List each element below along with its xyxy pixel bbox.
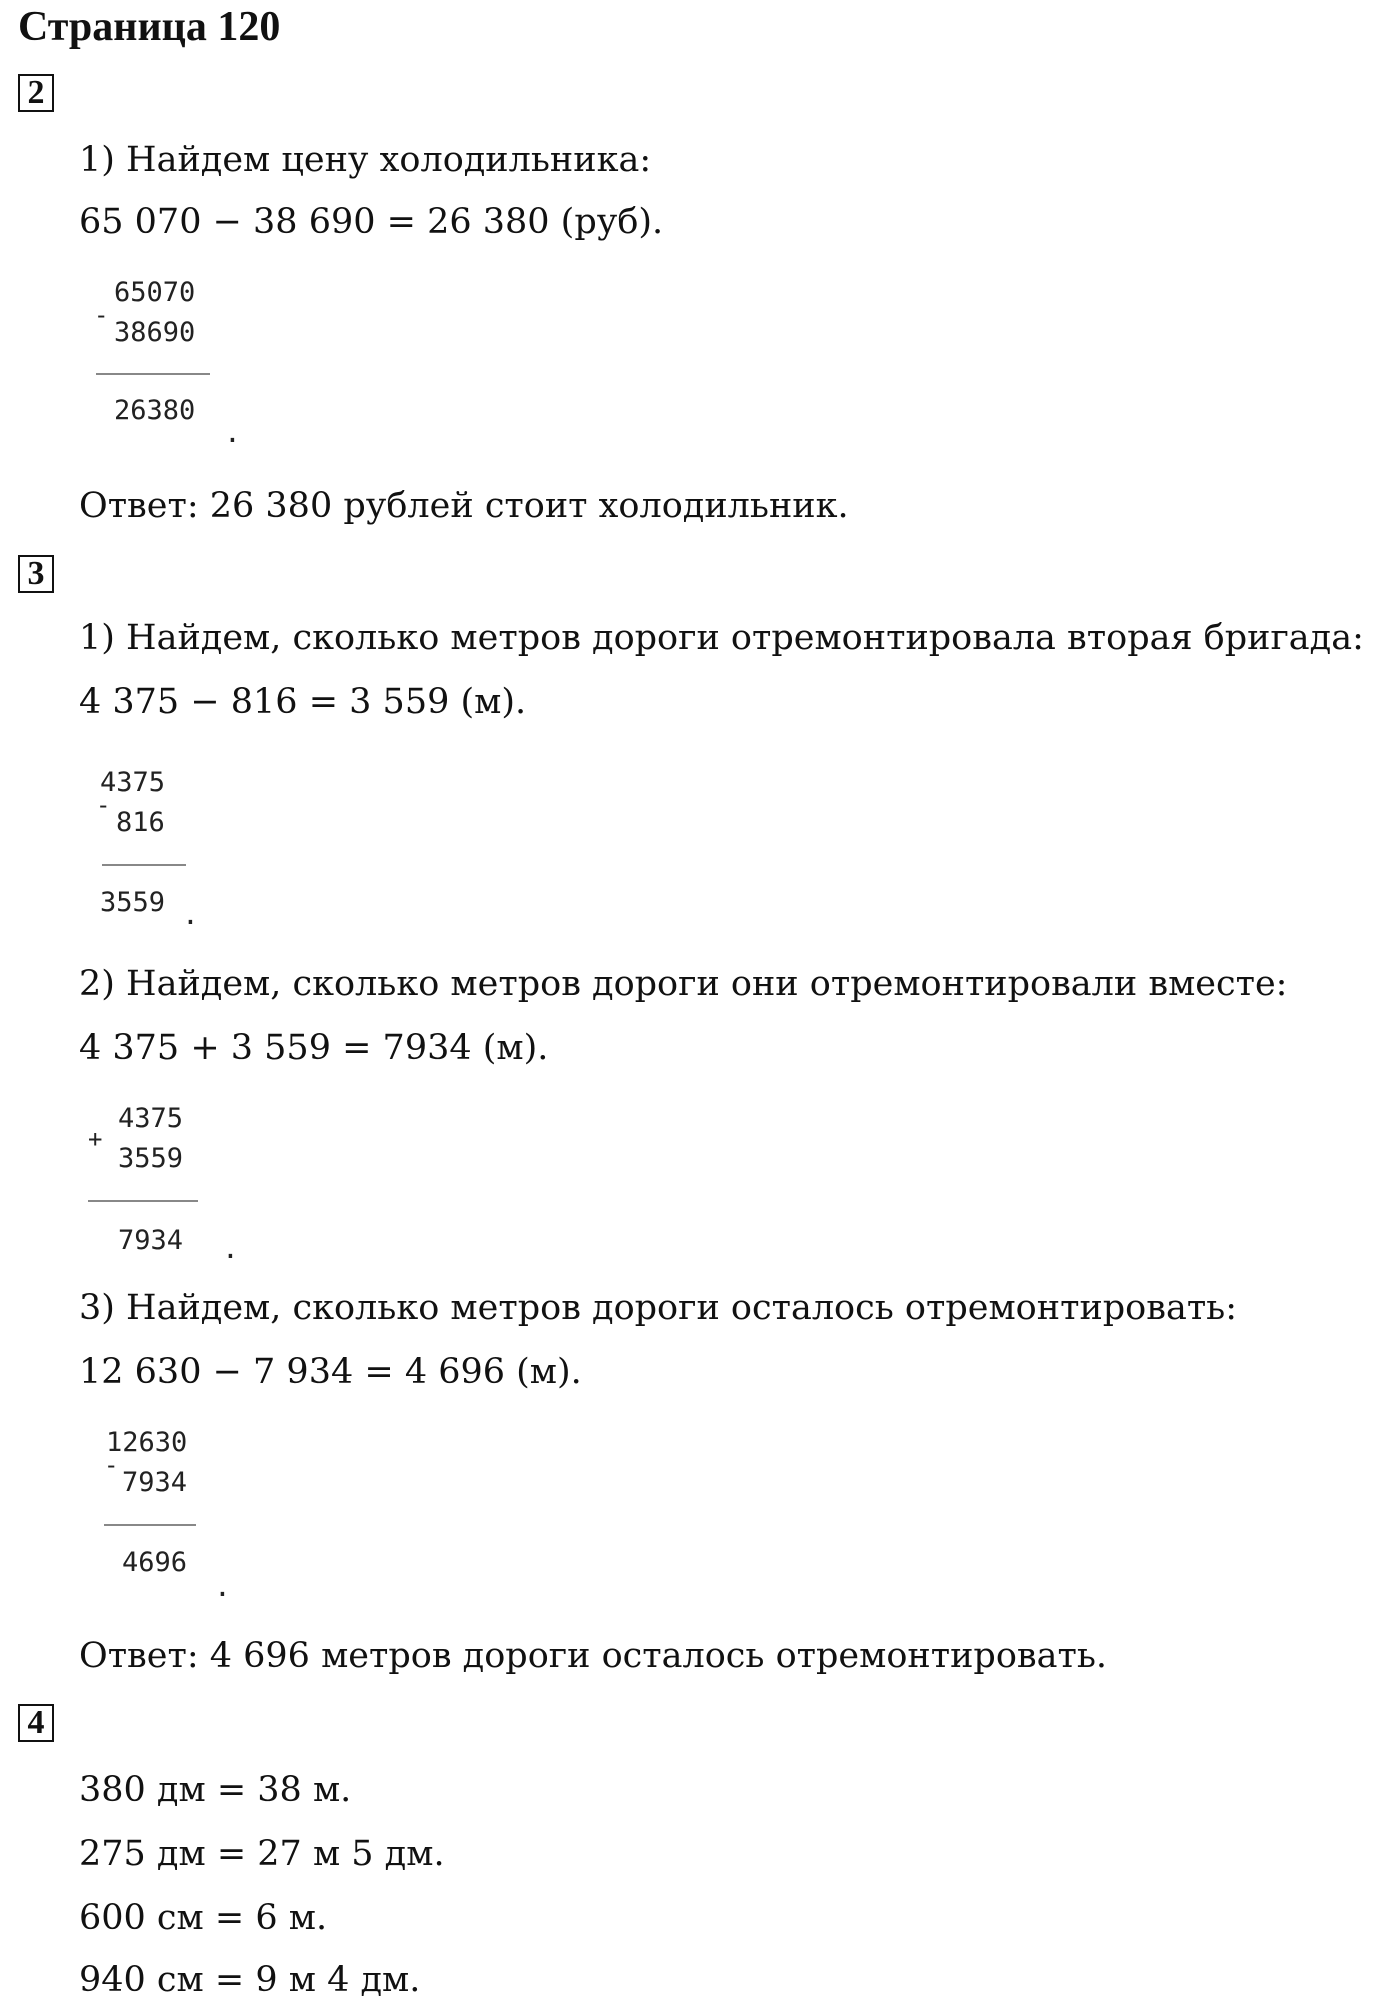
- column-divider-line: [104, 1524, 196, 1526]
- task3-step2: 2) Найдем, сколько метров дороги они отремонтировали вместе:: [79, 964, 1288, 1004]
- column-addend-1: 4375: [118, 1103, 184, 1134]
- column-minuend: 65070: [114, 277, 196, 308]
- column-addend-2: 3559: [118, 1143, 184, 1174]
- minus-sign: -: [94, 301, 109, 329]
- column-dot: .: [182, 898, 199, 931]
- task-number-4: 4: [18, 1704, 54, 1742]
- task3-step1: 1) Найдем, сколько метров дороги отремонтировала вторая бригада:: [79, 618, 1364, 658]
- task2-answer: Ответ: 26 380 рублей стоит холодильник.: [79, 486, 849, 526]
- column-result: 4696: [122, 1547, 188, 1578]
- task-number-2: 2: [18, 74, 54, 112]
- column-result: 7934: [118, 1225, 184, 1256]
- task-number-3: 3: [18, 555, 54, 593]
- column-subtrahend: 38690: [114, 317, 196, 348]
- task3-equation1: 4 375 − 816 = 3 559 (м).: [79, 682, 527, 722]
- column-subtrahend: 7934: [122, 1467, 188, 1498]
- task4-line: 380 дм = 38 м.: [79, 1770, 352, 1810]
- task3-equation3: 12 630 − 7 934 = 4 696 (м).: [79, 1352, 582, 1392]
- column-dot: .: [224, 416, 241, 449]
- plus-sign: +: [88, 1125, 103, 1153]
- task2-equation: 65 070 − 38 690 = 26 380 (руб).: [79, 202, 664, 242]
- column-divider-line: [88, 1200, 198, 1202]
- task4-line: 600 см = 6 м.: [79, 1898, 328, 1938]
- task3-answer: Ответ: 4 696 метров дороги осталось отремонтировать.: [79, 1636, 1108, 1676]
- task3-step3: 3) Найдем, сколько метров дороги осталось отремонтировать:: [79, 1288, 1238, 1328]
- column-result: 3559: [100, 887, 166, 918]
- minus-sign: -: [96, 791, 111, 819]
- minus-sign: -: [104, 1451, 119, 1479]
- column-minuend: 4375: [100, 767, 166, 798]
- column-subtrahend: 816: [116, 807, 165, 838]
- task4-line: 940 см = 9 м 4 дм.: [79, 1960, 421, 2000]
- task3-equation2: 4 375 + 3 559 = 7934 (м).: [79, 1028, 549, 1068]
- column-divider-line: [102, 864, 186, 866]
- column-dot: .: [222, 1232, 239, 1265]
- task4-line: 275 дм = 27 м 5 дм.: [79, 1834, 445, 1874]
- column-divider-line: [96, 373, 210, 375]
- column-result: 26380: [114, 395, 196, 426]
- column-dot: .: [214, 1570, 231, 1603]
- page-title: Страница 120: [18, 4, 281, 50]
- column-minuend: 12630: [106, 1427, 188, 1458]
- task2-step1: 1) Найдем цену холодильника:: [79, 140, 652, 180]
